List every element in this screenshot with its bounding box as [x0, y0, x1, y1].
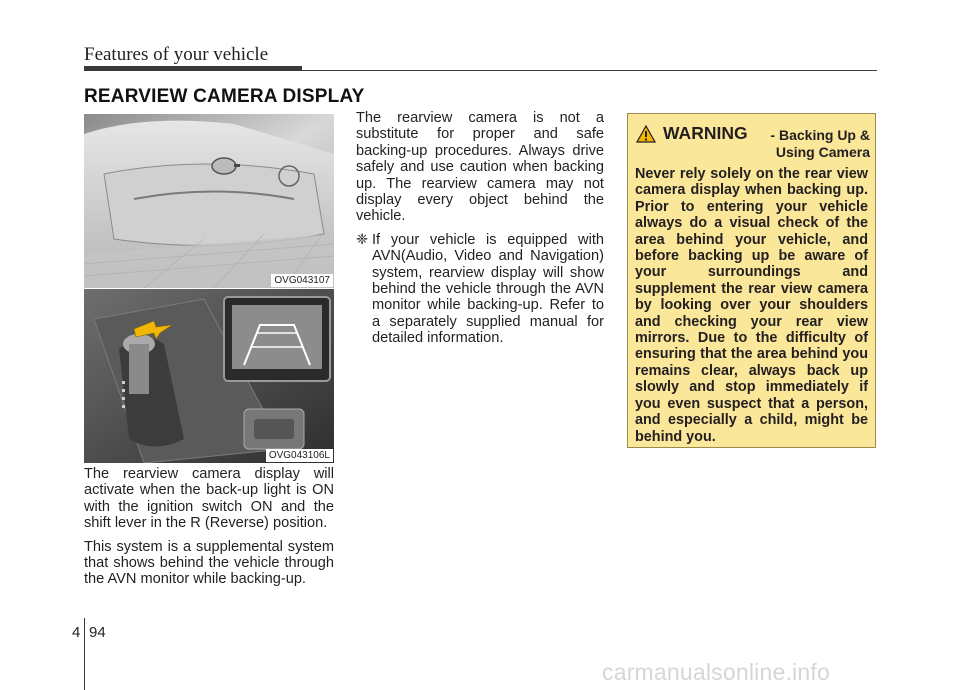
warning-subtitle-line1: - Backing Up &: [770, 127, 870, 143]
figure-code-top: OVG043107: [271, 274, 333, 287]
figure-code-bottom: OVG043106L: [266, 449, 333, 462]
page-chapter-number: 4: [72, 624, 81, 641]
avn-note: [356, 232, 604, 347]
figure-shift-lever-monitor: [84, 289, 334, 463]
shift-lever-illustration: [84, 289, 334, 463]
header-rule-thin: [84, 70, 877, 71]
car-rear-illustration: [84, 114, 334, 288]
warning-subtitle-line2: Using Camera: [775, 144, 870, 160]
column-2-text: [356, 110, 604, 347]
warning-box: [627, 113, 876, 448]
note-mark-icon: ❈: [356, 231, 369, 248]
warning-header: [636, 123, 870, 167]
paragraph-not-substitute: The rearview camera is not a substitute for proper and safe backing-up procedures. Always drive safely and use caution when backing up. The rearview camera may not display every object behind the vehicle.: [356, 110, 604, 225]
page-header-title: Features of your vehicle: [84, 44, 269, 65]
warning-text: Never rely solely on the rear view camera display when backing up. Prior to entering your vehicle always do a visual check of the area behind your vehicle, and before backing up be aware of your surroundings and supplement the rear view camera by looking over your shoulders and checking your rear view mirrors. Due to the difficulty of ensuring that the area behind you remains clear, always back up slowly and stop immediately if you even suspect that a person, and especially a child, might be behind you.: [635, 166, 868, 445]
figure-rear-camera-car: [84, 114, 334, 288]
paragraph-activation: The rearview camera display will activate when the back-up light is ON with the ignition switch ON and the shift lever in the R (Reverse) position.: [84, 466, 334, 532]
paragraph-supplemental: This system is a supplemental system that shows behind the vehicle through the AVN monitor while backing-up.: [84, 538, 334, 588]
warning-label: WARNING: [663, 123, 748, 143]
footer-rule: [84, 618, 85, 690]
page-number: 94: [89, 624, 106, 641]
warning-triangle-icon: [636, 125, 656, 143]
watermark-text: carmanualsonline.info: [602, 659, 830, 685]
note-text: If your vehicle is equipped with AVN(Audio, Video and Navigation) system, rearview display will show behind the vehicle through the AVN monitor while backing-up. Refer to a separately supplied manual for detailed information.: [372, 231, 604, 347]
section-heading: REARVIEW CAMERA DISPLAY: [84, 86, 365, 107]
column-1-text: [84, 466, 334, 595]
